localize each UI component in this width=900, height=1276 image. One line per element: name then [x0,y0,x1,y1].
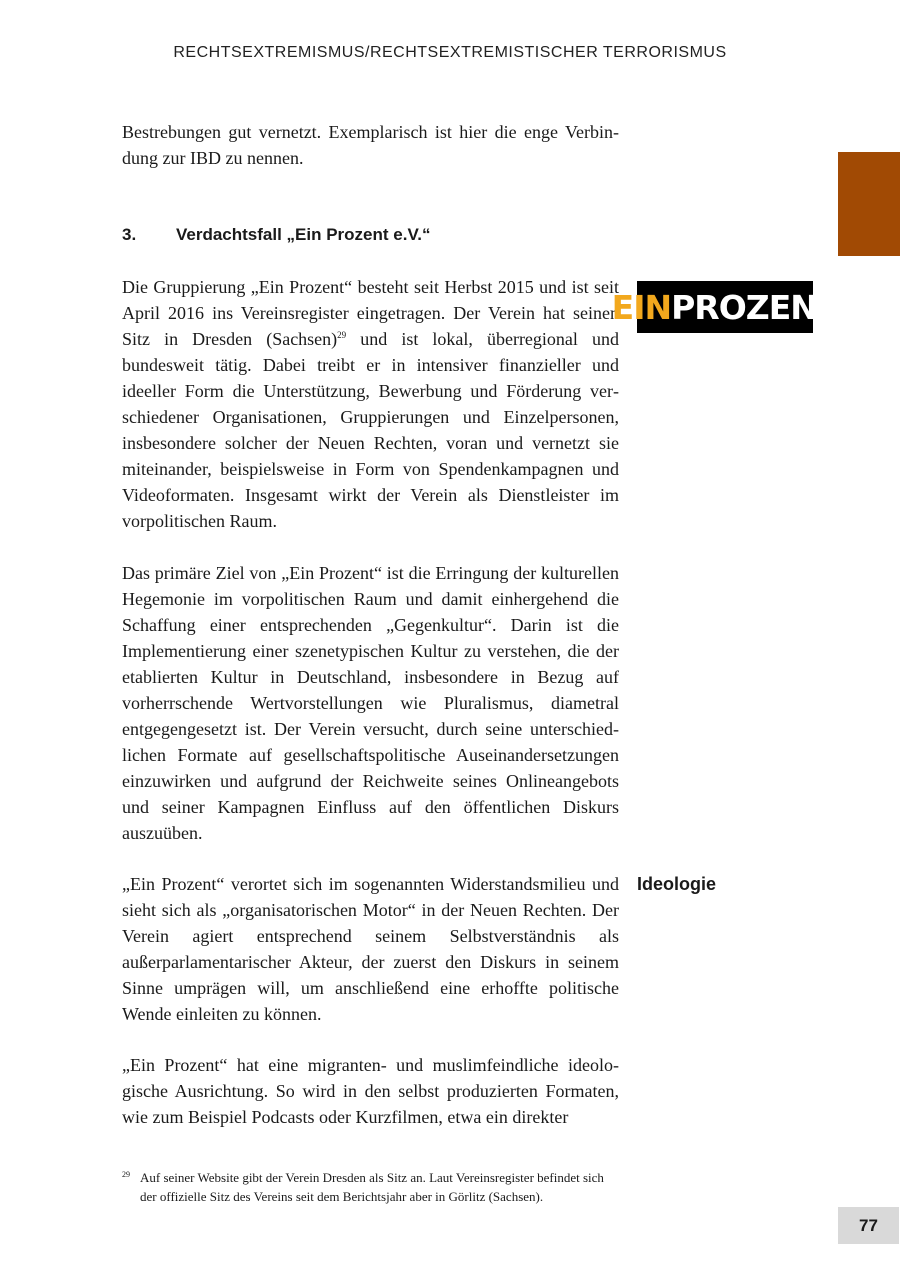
paragraph-goal: Das primäre Ziel von „Ein Prozent“ ist die Erringung der kulturellen Hegemonie im vorpolitischen Raum und damit einhergehend die Schaffung einer entsprechenden „Gegenkultur“. Darin ist die Implementierung einer szenetypischen Kultur zu verstehen, die der etablierten Kultur in Deutschland, insbesondere in Bezug auf vorherrschende Wertvorstellungen wie Pluralismus, diametral entgegengesetzt ist. Der Verein versucht, durch seine unterschiedlichen Formate auf gesellschaftspolitische Auseinandersetzungen einzuwirken und aufgrund der Reichweite seines Onlineangebots und seiner Kampagnen Einfluss auf den öffentlichen Diskurs auszuüben. [122,563,619,843]
paragraph-intro: Bestrebungen gut vernetzt. Exemplarisch ist hier die enge Verbindung zur IBD zu nennen. [122,122,619,168]
paragraph-ideology: „Ein Prozent“ hat eine migranten- und muslimfeindliche ideologische Ausrichtung. So wird in den selbst produzierten Formaten, wie zum Beispiel Podcasts oder Kurzfilmen, etwa ein direkter [122,1055,619,1127]
section-number: 3. [122,225,137,244]
section-title: Verdachtsfall „Ein Prozent e.V.“ [176,225,431,244]
paragraph-self-image: „Ein Prozent“ verortet sich im sogenannten Widerstandsmilieu und sieht sich als „organisatorischen Motor“ in der Neuen Rechten. Der Verein agiert entsprechend seinem Selbstverständnis als außerparlamentarischer Akteur, der zuerst den Diskurs in seinem Sinne umprägen will, um anschließend eine erhoffte politische Wende einleiten zu können. [122,874,619,1024]
page-number: 77 [838,1207,899,1244]
chapter-tab-marker [838,152,900,256]
ein-prozent-logo [611,281,839,333]
paragraph-organization [122,274,619,534]
paragraph-organization-part2: und ist lokal, überregional und bundesweit tätig. Dabei treibt er in intensiver finanzieller und ideeller Form die Unterstützung, Bewerbung und Förderung verschiedener Organisationen, Gruppierungen und Einzelpersonen, insbesondere solcher der Neuen Rechten, voran und vernetzt sie miteinander, beispielsweise in Form von Spendenkampagnen und Videoformaten. Insgesamt wirkt der Verein als Dienstleister im vorpolitischen Raum. [122,329,619,531]
footnote-text: Auf seiner Website gibt der Verein Dresden als Sitz an. Laut Vereinsregister befindet sich der offizielle Sitz des Vereins seit dem Berichtsjahr aber in Görlitz (Sachsen). [140,1170,604,1204]
footnote-reference[interactable]: 29 [337,330,347,340]
footnote [122,1168,619,1206]
logo-prozent-text: PROZENT [671,287,839,327]
paragraph-organization-part1: Die Gruppierung „Ein Prozent“ besteht seit Herbst 2015 und ist seit April 2016 ins Vereinsregister eingetragen. Der Verein hat seinen Sitz in Dresden (Sachsen) [122,277,619,349]
footnote-number: 29 [122,1170,130,1179]
margin-label-ideology: Ideologie [637,874,717,894]
running-head: RECHTSEXTREMISMUS/RECHTSEXTREMISTISCHER TERRORISMUS [173,44,727,61]
section-heading [122,225,430,245]
logo-ein-text: EIN [611,287,672,327]
